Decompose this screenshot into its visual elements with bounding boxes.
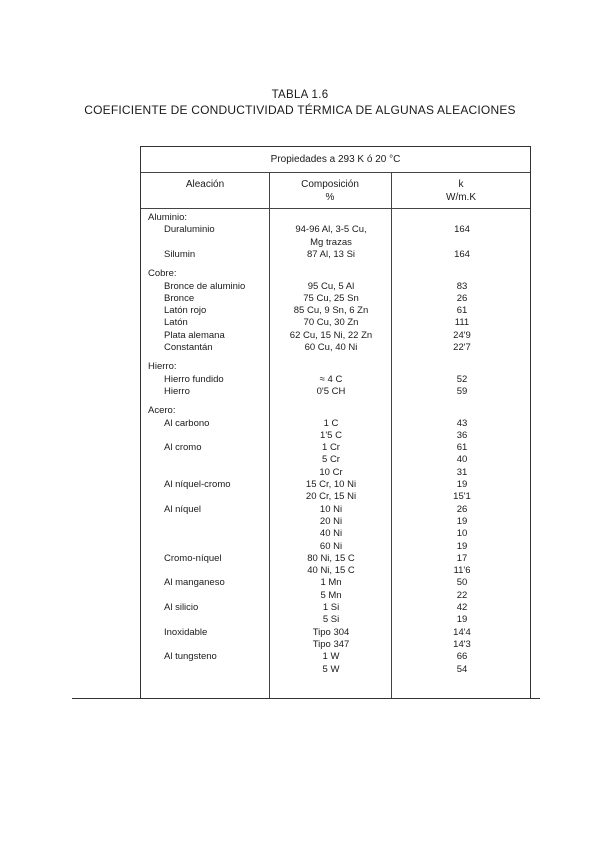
composition-cell: 20 Cr, 15 Ni [305,491,357,503]
conductivity-cell: 43 [456,417,468,429]
conductivity-cell: 19 [456,479,468,490]
composition-cell: 94-96 Al, 3-5 Cu, [295,224,367,236]
conductivity-cell: 22 [456,589,468,601]
composition-cell: 5 W [322,663,340,675]
composition-cell: 15 Cr, 10 Ni [305,479,357,490]
composition-cell: 85 Cu, 9 Sn, 6 Zn [293,305,369,317]
composition-cell: 20 Ni [319,515,343,527]
conductivity-cell: 26 [456,292,468,304]
group-label: Hierro: [148,361,177,373]
alloy-name: Al níquel-cromo [164,479,231,490]
composition-cell: 1 C [323,417,339,429]
composition-cell: 40 Ni [319,528,343,540]
conductivity-cell: 11'6 [453,565,471,577]
alloy-name: Inoxidable [164,626,208,638]
composition-cell: 1 W [322,651,340,663]
col-k-label: k [458,179,464,190]
alloy-name: Al cromo [164,442,202,454]
conductivity-cell: 61 [456,305,468,317]
table-number: TABLA 1.6 [271,89,329,101]
conductivity-cell: 36 [456,429,468,441]
conductivity-cell: 61 [456,442,468,454]
composition-cell: 5 Mn [320,589,342,601]
composition-cell: 40 Ni, 15 C [307,565,355,577]
col-alloy-label: Aleación [185,179,225,190]
composition-cell: 62 Cu, 15 Ni, 22 Zn [289,329,373,341]
conductivity-cell: 50 [456,577,468,589]
alloy-name: Bronce de aluminio [164,280,246,292]
composition-cell: 75 Cu, 25 Sn [303,292,359,304]
alloy-name: Latón [164,317,188,329]
alloy-name: Duraluminio [164,224,215,236]
conductivity-cell: 19 [456,614,468,626]
group-label: Acero: [148,405,176,417]
table-title: COEFICIENTE DE CONDUCTIVIDAD TÉRMICA DE ALGUNAS ALEACIONES [84,103,516,117]
composition-cell: 1 Cr [322,442,340,454]
conductivity-cell: 66 [456,651,468,663]
col-composition-label: Composición [301,179,359,190]
alloy-name: Plata alemana [164,329,225,341]
alloy-name: Al níquel [164,503,201,515]
conductivity-cell: 19 [456,540,468,552]
alloy-name: Constantán [164,342,213,353]
conductivity-cell: 59 [456,385,468,397]
conductivity-cell: 31 [456,466,468,478]
composition-cell: 1 Si [322,602,340,613]
alloy-name: Hierro fundido [164,373,224,385]
group-label: Aluminio: [148,212,188,223]
composition-cell: 5 Cr [322,454,340,466]
alloy-name: Al silicio [164,602,199,613]
composition-cell: 0'5 CH [316,385,346,397]
composition-cell: 60 Ni [319,540,343,552]
composition-cell: 60 Cu, 40 Ni [304,342,358,353]
conductivity-cell: 54 [456,663,468,675]
alloy-name: Latón rojo [164,305,207,317]
alloy-name: Cromo-níquel [164,552,222,564]
conductivity-cell: 164 [454,248,470,260]
conductivity-cell: 52 [456,373,468,385]
conductivity-cell: 14'4 [453,626,471,638]
conductivity-cell: 40 [456,454,468,466]
group-label: Cobre: [148,268,177,280]
conductivity-cell: 19 [456,515,468,527]
conductivity-cell: 10 [456,528,468,540]
composition-cell: 80 Ni, 15 C [307,552,355,564]
bottom-rule [72,698,540,699]
composition-cell: 10 Ni [319,503,343,515]
col-composition-unit: % [325,192,335,203]
composition-cell: 1 Mn [320,577,342,589]
alloy-name: Hierro [164,385,190,397]
alloy-name: Al carbono [164,417,210,429]
composition-cell: 10 Cr [319,466,343,478]
composition-cell: 5 Si [322,614,340,626]
composition-cell: 95 Cu, 5 Al [307,280,355,292]
alloy-name: Al tungsteno [164,651,217,663]
conductivity-cell: 15'1 [453,491,471,503]
alloy-name: Bronce [164,292,195,304]
alloy-name: Silumin [164,248,196,260]
conductivity-cell: 42 [456,602,468,613]
conductivity-cell: 24'9 [453,329,471,341]
alloy-name: Al manganeso [164,577,225,589]
col-k-unit: W/m.K [446,192,476,203]
composition-cell: 87 Al, 13 Si [306,248,356,260]
composition-cell: 1'5 C [320,429,342,441]
conductivity-cell: 22'7 [453,342,471,353]
conductivity-cell: 17 [456,552,468,564]
conductivity-cell: 26 [456,503,468,515]
composition-cell: Mg trazas [310,236,352,248]
composition-cell: Tipo 347 [312,638,350,650]
conductivity-cell: 164 [454,224,470,236]
properties-header: Propiedades a 293 K ó 20 °C [141,147,530,173]
conductivity-cell: 14'3 [453,638,471,650]
table-body [140,0,531,848]
conductivity-cell: 111 [454,317,470,329]
composition-cell: 70 Cu, 30 Zn [303,317,359,329]
composition-cell: Tipo 304 [312,626,350,638]
conductivity-cell: 83 [456,280,468,292]
composition-cell: ≈ 4 C [319,373,343,385]
